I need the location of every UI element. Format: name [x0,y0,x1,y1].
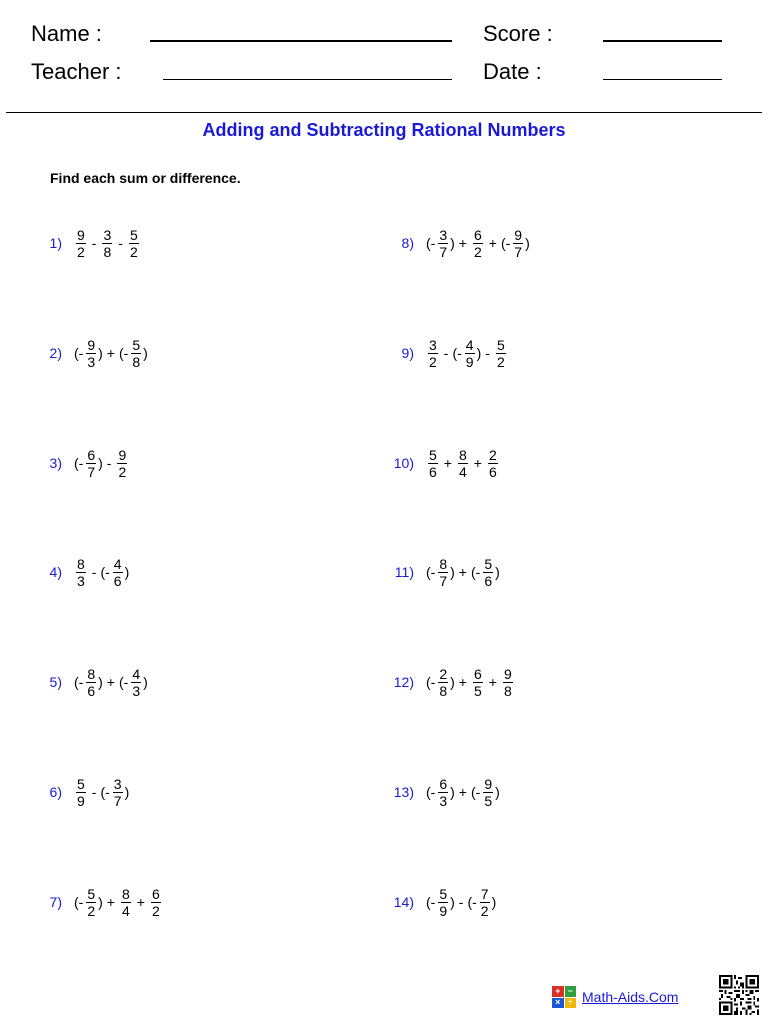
problem-number: 1) [49,235,62,251]
fraction-numerator: 4 [113,555,122,572]
problem-item [380,552,500,592]
parenthesis: ) [450,784,455,800]
parenthesis: ) [450,894,455,910]
operator: - [91,564,97,580]
date-label: Date : [483,59,542,84]
fraction-numerator: 5 [87,885,96,902]
fraction-numerator: 6 [151,885,160,902]
fraction-denominator: 6 [484,572,493,589]
fraction-denominator: 6 [488,463,497,480]
fraction [428,338,438,369]
problem-expression [74,338,148,369]
fraction-numerator: 6 [473,665,482,682]
fraction-denominator: 7 [514,243,523,260]
operator: + [488,674,497,690]
fraction-denominator: 2 [87,902,96,919]
operator: - [458,894,464,910]
parenthesis: ) [495,784,500,800]
parenthesis: (- [426,784,436,800]
fraction-denominator: 4 [458,463,467,480]
problem-expression [426,557,500,588]
problem-expression [74,448,129,479]
fraction-numerator: 9 [484,775,493,792]
fraction-numerator: 3 [113,775,122,792]
fraction-denominator: 8 [103,243,112,260]
fraction [473,228,483,259]
parenthesis: ) [98,894,103,910]
fraction-denominator: 9 [77,792,85,809]
fraction-numerator: 8 [458,446,467,463]
fraction-numerator: 8 [77,555,85,572]
fraction [76,777,86,808]
name-label: Name : [31,21,102,46]
problem-number: 10) [393,455,414,471]
fraction-numerator: 4 [132,665,141,682]
fraction-numerator: 5 [496,336,505,353]
operator: + [488,235,497,251]
fraction [496,338,506,369]
parenthesis: (- [74,894,84,910]
operator: - [118,235,123,251]
fraction [76,228,86,259]
fraction [513,228,523,259]
fraction-denominator: 2 [129,243,138,260]
fraction-numerator: 3 [439,226,448,243]
operator: + [106,674,115,690]
parenthesis: ) [98,345,103,361]
parenthesis: ) [450,235,455,251]
problem-item [38,552,129,592]
problem-expression [74,777,129,808]
fraction [465,338,475,369]
fraction-denominator: 3 [87,353,96,370]
fraction-numerator: 2 [439,665,448,682]
fraction-denominator: 3 [77,572,85,589]
date-field[interactable] [603,79,722,80]
problem-expression [74,667,148,698]
problem-number: 12) [393,674,414,690]
problem-item [38,443,129,483]
fraction [480,887,490,918]
fraction-denominator: 2 [496,353,505,370]
fraction-numerator: 5 [439,885,448,902]
problem-item [38,662,148,702]
operator: + [136,894,145,910]
instructions: Find each sum or difference. [50,170,241,186]
problem-item [380,882,496,922]
fraction-numerator: 6 [439,775,448,792]
parenthesis: ) [143,674,148,690]
fraction-denominator: 5 [484,792,493,809]
fraction-numerator: 2 [488,446,497,463]
fraction-denominator: 2 [151,902,160,919]
problem-number: 6) [49,784,62,800]
fraction-denominator: 6 [113,572,122,589]
parenthesis: (- [426,235,436,251]
fraction-denominator: 9 [439,902,448,919]
operator: + [473,455,482,471]
problem-expression [74,557,129,588]
fraction-numerator: 4 [465,336,474,353]
problem-number: 11) [394,564,414,580]
operator: - [91,784,97,800]
parenthesis: ) [124,784,130,800]
fraction [86,448,96,479]
fraction [488,448,498,479]
parenthesis: ) [124,564,130,580]
fraction-denominator: 8 [503,682,512,699]
fraction-denominator: 2 [480,902,489,919]
fraction-numerator: 9 [514,226,523,243]
parenthesis: ) [98,674,103,690]
fraction-denominator: 3 [132,682,141,699]
operator: + [458,784,467,800]
math-aids-logo-icon [552,986,576,1008]
operator: + [458,564,467,580]
parenthesis: (- [426,674,436,690]
parenthesis: (- [426,894,436,910]
parenthesis: (- [118,674,129,690]
parenthesis: (- [426,564,436,580]
teacher-field[interactable] [163,79,452,80]
operator: + [106,345,115,361]
fraction [438,557,448,588]
parenthesis: ) [525,235,530,251]
parenthesis: ) [491,894,497,910]
problem-item [380,772,500,812]
fraction-numerator: 8 [121,885,130,902]
parenthesis: (- [100,564,110,580]
fraction [76,557,86,588]
problem-number: 8) [401,235,414,251]
fraction-denominator: 7 [439,243,448,260]
problem-item [38,882,163,922]
logo-plus-glyph: + [552,986,564,997]
fraction-denominator: 6 [429,463,437,480]
fraction-denominator: 9 [465,353,474,370]
fraction-denominator: 3 [439,792,448,809]
fraction-denominator: 7 [439,572,448,589]
parenthesis: (- [100,784,110,800]
problem-expression [74,887,163,918]
fraction-numerator: 6 [87,446,96,463]
fraction-numerator: 9 [77,226,85,243]
operator: - [443,345,449,361]
logo-times-glyph: × [552,998,564,1009]
fraction-denominator: 4 [121,902,130,919]
name-field[interactable] [150,40,452,42]
problem-number: 9) [401,345,414,361]
fraction-numerator: 5 [132,336,141,353]
fraction [151,887,161,918]
problem-expression [426,667,515,698]
parenthesis: (- [470,784,481,800]
fraction [438,777,448,808]
logo-minus-glyph: − [565,986,577,997]
fraction-numerator: 3 [429,336,437,353]
operator: - [106,455,112,471]
problem-item [380,443,500,483]
header-divider [6,112,762,113]
fraction [428,448,438,479]
problem-number: 13) [393,784,414,800]
fraction [503,667,513,698]
fraction [86,338,96,369]
fraction-denominator: 2 [118,463,127,480]
fraction-denominator: 8 [132,353,141,370]
fraction-denominator: 5 [473,682,482,699]
fraction [121,887,131,918]
problem-item [38,223,141,263]
operator: + [458,674,467,690]
fraction [483,557,493,588]
fraction-denominator: 2 [77,243,85,260]
fraction-numerator: 8 [439,555,448,572]
problem-expression [426,338,508,369]
fraction [86,887,96,918]
problem-number: 2) [49,345,62,361]
fraction [129,228,139,259]
parenthesis: (- [118,345,129,361]
fraction-denominator: 2 [473,243,482,260]
logo-divide-glyph: ÷ [565,998,577,1009]
teacher-label: Teacher : [31,59,122,84]
parenthesis: (- [500,235,511,251]
fraction [102,228,112,259]
fraction [131,338,141,369]
operator: + [106,894,115,910]
fraction-denominator: 7 [87,463,96,480]
problem-item [380,223,530,263]
parenthesis: ) [476,345,482,361]
problem-item [38,333,148,373]
parenthesis: (- [470,564,481,580]
parenthesis: (- [452,345,462,361]
fraction-numerator: 5 [77,775,85,792]
fraction-denominator: 8 [439,682,448,699]
fraction [113,557,123,588]
fraction-numerator: 3 [103,226,112,243]
fraction [438,887,448,918]
fraction-numerator: 9 [87,336,96,353]
problem-expression [74,228,141,259]
fraction-numerator: 6 [473,226,482,243]
parenthesis: (- [467,894,477,910]
fraction [86,667,96,698]
parenthesis: ) [143,345,148,361]
fraction [131,667,141,698]
problem-expression [426,228,530,259]
fraction-numerator: 5 [429,446,437,463]
fraction-numerator: 8 [87,665,96,682]
fraction [117,448,127,479]
fraction-numerator: 9 [503,665,512,682]
problem-number: 5) [49,674,62,690]
worksheet-title: Adding and Subtracting Rational Numbers [202,120,566,140]
problem-number: 7) [49,894,62,910]
problem-expression [426,448,500,479]
score-label: Score : [483,21,553,46]
fraction-numerator: 5 [129,226,138,243]
parenthesis: ) [98,455,103,471]
problem-number: 14) [393,894,414,910]
problem-item [380,662,515,702]
fraction [438,228,448,259]
qr-code-icon [719,975,759,1015]
fraction [113,777,123,808]
operator: + [443,455,452,471]
fraction-numerator: 5 [484,555,493,572]
parenthesis: (- [74,455,84,471]
fraction-numerator: 9 [118,446,127,463]
operator: + [458,235,467,251]
operator: - [485,345,490,361]
fraction-denominator: 2 [429,353,437,370]
parenthesis: (- [74,674,84,690]
fraction [483,777,493,808]
problem-item [38,772,129,812]
fraction [473,667,483,698]
problem-item [380,333,508,373]
fraction [438,667,448,698]
operator: - [91,235,97,251]
parenthesis: ) [495,564,500,580]
parenthesis: ) [450,564,455,580]
problem-number: 4) [49,564,62,580]
fraction-denominator: 6 [87,682,96,699]
score-field[interactable] [603,40,722,42]
problem-number: 3) [49,455,62,471]
problem-expression [426,777,500,808]
fraction-numerator: 7 [480,885,489,902]
parenthesis: ) [450,674,455,690]
fraction [458,448,468,479]
math-aids-link[interactable]: Math-Aids.Com [582,989,679,1005]
problem-expression [426,887,496,918]
parenthesis: (- [74,345,84,361]
fraction-denominator: 7 [113,792,122,809]
